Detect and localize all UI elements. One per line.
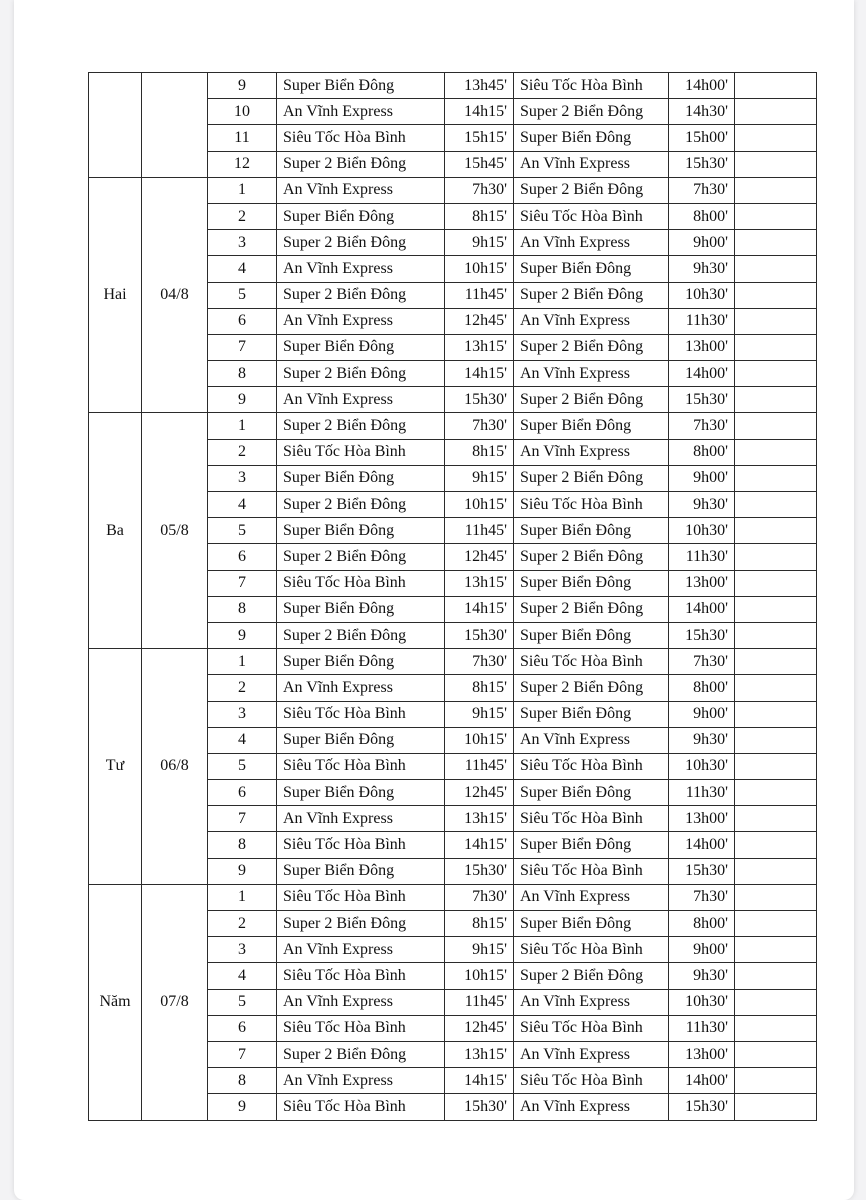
departure-vessel-cell: An Vĩnh Express [277,99,445,125]
return-time-cell: 9h30' [669,256,735,282]
trip-number-cell: 9 [208,387,277,413]
departure-vessel-cell: Siêu Tốc Hòa Bình [277,963,445,989]
departure-time-cell: 15h30' [445,858,514,884]
blank-cell [735,544,817,570]
departure-vessel-cell: Siêu Tốc Hòa Bình [277,439,445,465]
blank-cell [735,230,817,256]
return-vessel-cell: Siêu Tốc Hòa Bình [514,937,669,963]
blank-cell [735,177,817,203]
blank-cell [735,282,817,308]
return-time-cell: 9h00' [669,937,735,963]
departure-vessel-cell: Super Biển Đông [277,596,445,622]
departure-time-cell: 12h45' [445,1015,514,1041]
departure-time-cell: 14h15' [445,832,514,858]
return-time-cell: 14h00' [669,1068,735,1094]
return-time-cell: 13h00' [669,334,735,360]
departure-time-cell: 7h30' [445,649,514,675]
blank-cell [735,387,817,413]
departure-vessel-cell: An Vĩnh Express [277,387,445,413]
blank-cell [735,1015,817,1041]
departure-time-cell: 14h15' [445,1068,514,1094]
return-vessel-cell: Super 2 Biển Đông [514,387,669,413]
departure-time-cell: 12h45' [445,780,514,806]
return-time-cell: 9h30' [669,963,735,989]
blank-cell [735,465,817,491]
blank-cell [735,518,817,544]
document-page [14,0,854,1200]
return-vessel-cell: Siêu Tốc Hòa Bình [514,753,669,779]
departure-time-cell: 14h15' [445,361,514,387]
blank-cell [735,570,817,596]
trip-number-cell: 3 [208,230,277,256]
return-time-cell: 15h30' [669,622,735,648]
day-cell: Năm [89,884,142,1120]
trip-number-cell: 6 [208,544,277,570]
blank-cell [735,858,817,884]
return-time-cell: 14h00' [669,73,735,99]
trip-number-cell: 9 [208,622,277,648]
blank-cell [735,439,817,465]
return-vessel-cell: Super Biển Đông [514,413,669,439]
return-vessel-cell: Super 2 Biển Đông [514,465,669,491]
departure-vessel-cell: Super Biển Đông [277,203,445,229]
blank-cell [735,334,817,360]
departure-time-cell: 10h15' [445,727,514,753]
trip-number-cell: 9 [208,858,277,884]
return-vessel-cell: Siêu Tốc Hòa Bình [514,858,669,884]
return-vessel-cell: An Vĩnh Express [514,361,669,387]
return-time-cell: 9h00' [669,230,735,256]
return-vessel-cell: An Vĩnh Express [514,1094,669,1120]
departure-vessel-cell: Super 2 Biển Đông [277,492,445,518]
departure-time-cell: 8h15' [445,439,514,465]
trip-number-cell: 2 [208,439,277,465]
trip-number-cell: 4 [208,492,277,518]
blank-cell [735,1068,817,1094]
return-vessel-cell: Super Biển Đông [514,911,669,937]
departure-time-cell: 13h15' [445,806,514,832]
trip-number-cell: 7 [208,806,277,832]
trip-number-cell: 3 [208,937,277,963]
blank-cell [735,937,817,963]
departure-vessel-cell: Super 2 Biển Đông [277,544,445,570]
trip-number-cell: 4 [208,256,277,282]
return-time-cell: 13h00' [669,806,735,832]
return-vessel-cell: An Vĩnh Express [514,1041,669,1067]
departure-time-cell: 10h15' [445,256,514,282]
departure-time-cell: 8h15' [445,675,514,701]
departure-time-cell: 15h30' [445,1094,514,1120]
trip-number-cell: 12 [208,151,277,177]
table-row [89,177,817,203]
departure-vessel-cell: Super 2 Biển Đông [277,911,445,937]
departure-time-cell: 12h45' [445,544,514,570]
departure-time-cell: 10h15' [445,492,514,518]
return-vessel-cell: Siêu Tốc Hòa Bình [514,73,669,99]
blank-cell [735,911,817,937]
trip-number-cell: 10 [208,99,277,125]
blank-cell [735,727,817,753]
departure-vessel-cell: Super 2 Biển Đông [277,230,445,256]
return-time-cell: 10h30' [669,518,735,544]
trip-number-cell: 2 [208,911,277,937]
return-time-cell: 14h00' [669,361,735,387]
return-time-cell: 13h00' [669,570,735,596]
blank-cell [735,73,817,99]
blank-cell [735,780,817,806]
trip-number-cell: 7 [208,1041,277,1067]
return-time-cell: 7h30' [669,177,735,203]
return-vessel-cell: Siêu Tốc Hòa Bình [514,1015,669,1041]
departure-time-cell: 13h15' [445,334,514,360]
departure-time-cell: 7h30' [445,884,514,910]
departure-vessel-cell: Super Biển Đông [277,727,445,753]
departure-vessel-cell: Siêu Tốc Hòa Bình [277,701,445,727]
departure-vessel-cell: Siêu Tốc Hòa Bình [277,1094,445,1120]
return-vessel-cell: Super 2 Biển Đông [514,675,669,701]
return-time-cell: 14h00' [669,832,735,858]
departure-vessel-cell: An Vĩnh Express [277,177,445,203]
return-vessel-cell: Super 2 Biển Đông [514,334,669,360]
return-time-cell: 11h30' [669,780,735,806]
return-time-cell: 11h30' [669,308,735,334]
blank-cell [735,151,817,177]
blank-cell [735,963,817,989]
departure-vessel-cell: Super Biển Đông [277,649,445,675]
trip-number-cell: 4 [208,963,277,989]
blank-cell [735,99,817,125]
return-vessel-cell: Super Biển Đông [514,701,669,727]
departure-time-cell: 9h15' [445,937,514,963]
return-vessel-cell: Super Biển Đông [514,570,669,596]
return-vessel-cell: Siêu Tốc Hòa Bình [514,203,669,229]
departure-time-cell: 11h45' [445,518,514,544]
table-row [89,649,817,675]
return-time-cell: 11h30' [669,1015,735,1041]
day-cell: Ba [89,413,142,649]
departure-time-cell: 10h15' [445,963,514,989]
return-time-cell: 10h30' [669,989,735,1015]
return-vessel-cell: An Vĩnh Express [514,151,669,177]
blank-cell [735,753,817,779]
return-time-cell: 15h30' [669,387,735,413]
return-vessel-cell: Super Biển Đông [514,518,669,544]
return-vessel-cell: An Vĩnh Express [514,989,669,1015]
departure-vessel-cell: Super Biển Đông [277,334,445,360]
day-cell [89,73,142,178]
return-time-cell: 7h30' [669,884,735,910]
departure-time-cell: 9h15' [445,230,514,256]
blank-cell [735,622,817,648]
return-time-cell: 8h00' [669,203,735,229]
blank-cell [735,989,817,1015]
return-time-cell: 8h00' [669,911,735,937]
blank-cell [735,203,817,229]
trip-number-cell: 5 [208,989,277,1015]
departure-vessel-cell: Super 2 Biển Đông [277,1041,445,1067]
blank-cell [735,308,817,334]
departure-time-cell: 13h45' [445,73,514,99]
departure-vessel-cell: An Vĩnh Express [277,937,445,963]
return-vessel-cell: An Vĩnh Express [514,308,669,334]
blank-cell [735,806,817,832]
blank-cell [735,125,817,151]
return-vessel-cell: Super Biển Đông [514,622,669,648]
return-time-cell: 7h30' [669,649,735,675]
trip-number-cell: 4 [208,727,277,753]
trip-number-cell: 9 [208,1094,277,1120]
return-vessel-cell: Siêu Tốc Hòa Bình [514,806,669,832]
blank-cell [735,361,817,387]
return-time-cell: 15h30' [669,151,735,177]
trip-number-cell: 5 [208,518,277,544]
table-row [89,884,817,910]
trip-number-cell: 8 [208,361,277,387]
return-vessel-cell: An Vĩnh Express [514,727,669,753]
return-vessel-cell: Siêu Tốc Hòa Bình [514,492,669,518]
departure-vessel-cell: Super 2 Biển Đông [277,622,445,648]
trip-number-cell: 3 [208,465,277,491]
departure-time-cell: 7h30' [445,177,514,203]
schedule-body [89,73,817,1121]
trip-number-cell: 8 [208,596,277,622]
departure-vessel-cell: An Vĩnh Express [277,308,445,334]
trip-number-cell: 1 [208,413,277,439]
departure-time-cell: 14h15' [445,99,514,125]
departure-vessel-cell: Siêu Tốc Hòa Bình [277,832,445,858]
ferry-schedule-table [88,72,817,1121]
departure-time-cell: 9h15' [445,701,514,727]
return-time-cell: 9h30' [669,492,735,518]
return-vessel-cell: An Vĩnh Express [514,884,669,910]
table-row [89,413,817,439]
return-vessel-cell: Super Biển Đông [514,256,669,282]
blank-cell [735,675,817,701]
table-row [89,73,817,99]
departure-vessel-cell: Super Biển Đông [277,858,445,884]
departure-vessel-cell: An Vĩnh Express [277,256,445,282]
blank-cell [735,413,817,439]
departure-time-cell: 11h45' [445,753,514,779]
return-time-cell: 7h30' [669,413,735,439]
trip-number-cell: 2 [208,203,277,229]
departure-time-cell: 7h30' [445,413,514,439]
date-cell: 05/8 [142,413,208,649]
trip-number-cell: 8 [208,832,277,858]
departure-vessel-cell: Siêu Tốc Hòa Bình [277,1015,445,1041]
departure-vessel-cell: An Vĩnh Express [277,989,445,1015]
departure-vessel-cell: Super 2 Biển Đông [277,361,445,387]
trip-number-cell: 6 [208,780,277,806]
return-vessel-cell: An Vĩnh Express [514,439,669,465]
departure-time-cell: 8h15' [445,203,514,229]
departure-vessel-cell: Siêu Tốc Hòa Bình [277,753,445,779]
trip-number-cell: 3 [208,701,277,727]
blank-cell [735,492,817,518]
departure-time-cell: 13h15' [445,570,514,596]
day-cell: Tư [89,649,142,885]
blank-cell [735,832,817,858]
departure-vessel-cell: An Vĩnh Express [277,675,445,701]
departure-time-cell: 12h45' [445,308,514,334]
return-time-cell: 14h30' [669,99,735,125]
departure-vessel-cell: Super 2 Biển Đông [277,413,445,439]
return-time-cell: 15h30' [669,858,735,884]
date-cell [142,73,208,178]
departure-vessel-cell: Siêu Tốc Hòa Bình [277,125,445,151]
return-time-cell: 10h30' [669,753,735,779]
trip-number-cell: 1 [208,177,277,203]
departure-vessel-cell: Super 2 Biển Đông [277,282,445,308]
departure-time-cell: 11h45' [445,282,514,308]
return-time-cell: 10h30' [669,282,735,308]
departure-time-cell: 15h30' [445,622,514,648]
trip-number-cell: 6 [208,1015,277,1041]
return-vessel-cell: Super 2 Biển Đông [514,544,669,570]
departure-vessel-cell: Siêu Tốc Hòa Bình [277,570,445,596]
date-cell: 06/8 [142,649,208,885]
return-time-cell: 15h00' [669,125,735,151]
trip-number-cell: 2 [208,675,277,701]
trip-number-cell: 11 [208,125,277,151]
return-time-cell: 8h00' [669,675,735,701]
return-time-cell: 11h30' [669,544,735,570]
departure-vessel-cell: An Vĩnh Express [277,1068,445,1094]
return-time-cell: 8h00' [669,439,735,465]
return-vessel-cell: Super 2 Biển Đông [514,177,669,203]
trip-number-cell: 8 [208,1068,277,1094]
trip-number-cell: 9 [208,73,277,99]
departure-time-cell: 14h15' [445,596,514,622]
departure-time-cell: 15h45' [445,151,514,177]
date-cell: 04/8 [142,177,208,413]
departure-vessel-cell: Super 2 Biển Đông [277,151,445,177]
return-vessel-cell: Super 2 Biển Đông [514,282,669,308]
blank-cell [735,884,817,910]
departure-vessel-cell: An Vĩnh Express [277,806,445,832]
return-vessel-cell: Super 2 Biển Đông [514,963,669,989]
trip-number-cell: 6 [208,308,277,334]
return-vessel-cell: Siêu Tốc Hòa Bình [514,1068,669,1094]
return-time-cell: 9h00' [669,701,735,727]
blank-cell [735,1094,817,1120]
trip-number-cell: 1 [208,884,277,910]
departure-time-cell: 13h15' [445,1041,514,1067]
return-vessel-cell: Super Biển Đông [514,125,669,151]
blank-cell [735,256,817,282]
blank-cell [735,701,817,727]
departure-vessel-cell: Siêu Tốc Hòa Bình [277,884,445,910]
trip-number-cell: 7 [208,570,277,596]
return-vessel-cell: Super Biển Đông [514,832,669,858]
blank-cell [735,596,817,622]
trip-number-cell: 7 [208,334,277,360]
date-cell: 07/8 [142,884,208,1120]
trip-number-cell: 1 [208,649,277,675]
return-vessel-cell: Super Biển Đông [514,780,669,806]
return-vessel-cell: Super 2 Biển Đông [514,596,669,622]
return-vessel-cell: Super 2 Biển Đông [514,99,669,125]
trip-number-cell: 5 [208,753,277,779]
day-cell: Hai [89,177,142,413]
departure-time-cell: 8h15' [445,911,514,937]
blank-cell [735,649,817,675]
return-vessel-cell: An Vĩnh Express [514,230,669,256]
return-vessel-cell: Siêu Tốc Hòa Bình [514,649,669,675]
departure-time-cell: 15h15' [445,125,514,151]
trip-number-cell: 5 [208,282,277,308]
departure-vessel-cell: Super Biển Đông [277,73,445,99]
return-time-cell: 9h00' [669,465,735,491]
return-time-cell: 14h00' [669,596,735,622]
departure-vessel-cell: Super Biển Đông [277,780,445,806]
departure-time-cell: 15h30' [445,387,514,413]
departure-vessel-cell: Super Biển Đông [277,465,445,491]
return-time-cell: 15h30' [669,1094,735,1120]
departure-vessel-cell: Super Biển Đông [277,518,445,544]
return-time-cell: 9h30' [669,727,735,753]
departure-time-cell: 11h45' [445,989,514,1015]
return-time-cell: 13h00' [669,1041,735,1067]
blank-cell [735,1041,817,1067]
departure-time-cell: 9h15' [445,465,514,491]
